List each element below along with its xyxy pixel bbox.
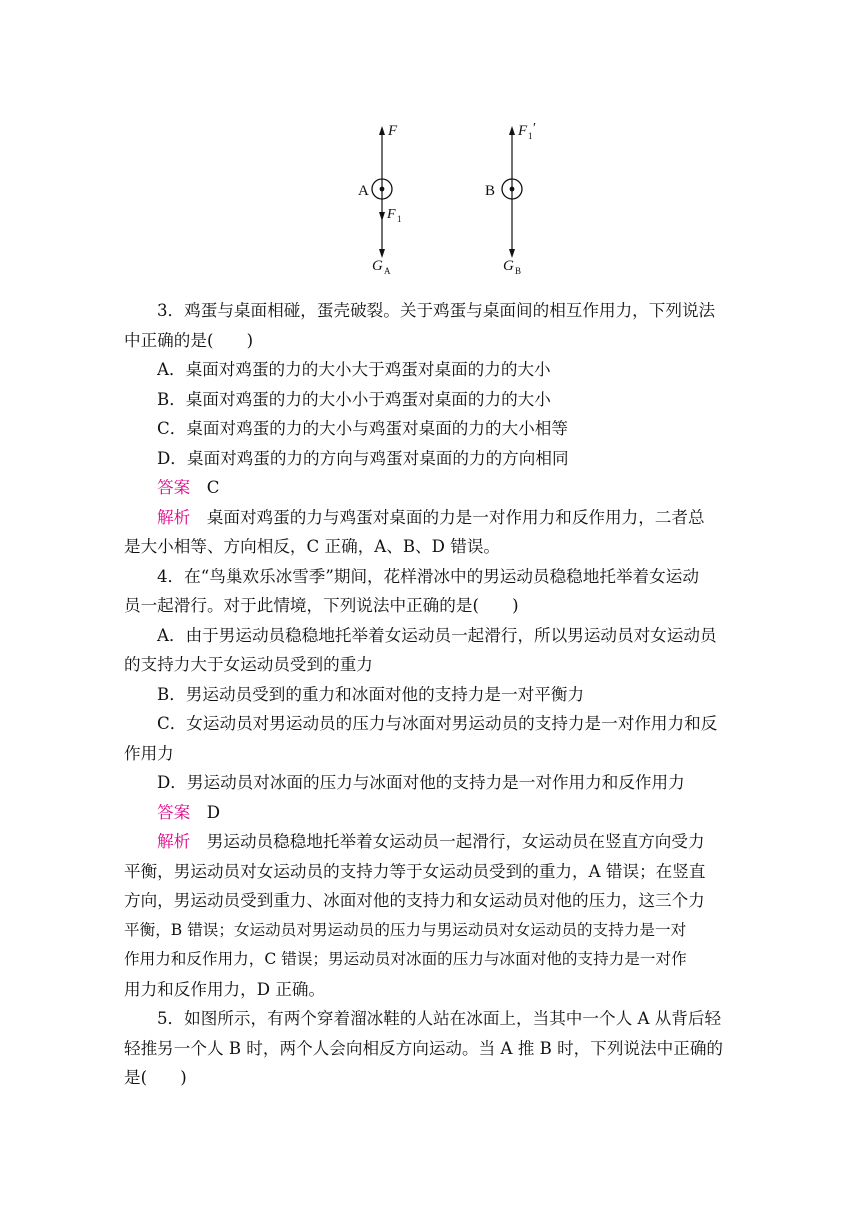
arrow-down-icon: [379, 212, 385, 221]
label-f1-sub: 1: [397, 214, 402, 224]
label-f1-prime: F: [518, 123, 528, 139]
q5-stem-line2: 轻推另一个人 B 时，两个人会向相反方向运动。当 A 推 B 时，下列说法中正确的: [124, 1038, 724, 1058]
object-b-diagram: [485, 121, 536, 276]
label-a: A: [358, 183, 369, 199]
answer-value: C: [206, 478, 220, 497]
q4-analysis-line6: 用力和反作用力，D 正确。: [124, 979, 326, 999]
q3-option-d: D．桌面对鸡蛋的力的方向与鸡蛋对桌面的力的方向相同: [157, 448, 569, 468]
q3-option-a: A．桌面对鸡蛋的力的大小大于鸡蛋对桌面的力的大小: [157, 360, 551, 379]
arrow-down-icon: [379, 249, 385, 258]
object-a-diagram: [358, 123, 402, 276]
q4-answer: [124, 798, 736, 828]
q4-analysis-line4: 平衡，B 错误；女运动员对男运动员的压力与男运动员对女运动员的支持力是一对: [124, 920, 687, 939]
q3-option-b: B．桌面对鸡蛋的力的大小小于鸡蛋对桌面的力的大小: [157, 389, 551, 409]
q4-option-c-line2: 作用力: [124, 743, 174, 763]
label-f1: F: [387, 207, 396, 222]
q4-analysis-line5: 作用力和反作用力，C 错误；男运动员对冰面的压力与冰面对他的支持力是一对作: [124, 950, 687, 968]
q4-analysis-line2: 平衡，男运动员对女运动员的支持力等于女运动员受到的重力，A 错误；在竖直: [124, 861, 706, 881]
label-ga-sub: A: [384, 266, 391, 276]
label-gb-sub: B: [515, 266, 522, 276]
answer-label: 答案: [157, 478, 191, 497]
q3-answer: [124, 473, 736, 503]
document-body: [124, 296, 736, 1093]
answer-value: D: [206, 802, 221, 822]
q3-analysis-line1: [124, 503, 736, 533]
q4-option-a-line1: A．由于男运动员稳稳地托举着女运动员一起滑行，所以男运动员对女运动员: [157, 625, 717, 645]
q4-analysis-line1: [124, 827, 736, 857]
q3-option-c: C．桌面对鸡蛋的力的大小与鸡蛋对桌面的力的大小相等: [157, 419, 568, 438]
analysis-text: 男运动员稳稳地托举着女运动员一起滑行，女运动员在竖直方向受力: [206, 832, 705, 851]
q5-stem-line1: 5．如图所示，有两个穿着溜冰鞋的人站在冰面上，当其中一个人 A 从背后轻: [157, 1009, 722, 1028]
label-f: F: [388, 123, 398, 139]
q4-option-c-line1: C．女运动员对男运动员的压力与冰面对男运动员的支持力是一对作用力和反: [157, 714, 718, 733]
analysis-text: 桌面对鸡蛋的力与鸡蛋对桌面的力是一对作用力和反作用力，二者总: [206, 507, 705, 527]
force-diagram: [328, 102, 558, 294]
q4-analysis-line3: 方向，男运动员受到重力、冰面对他的支持力和女运动员对他的压力，这三个力: [124, 891, 705, 910]
arrow-up-icon: [379, 126, 385, 135]
arrow-up-icon: [509, 126, 515, 135]
q4-stem-line2: 员一起滑行。对于此情境，下列说法中正确的是( ): [124, 596, 519, 615]
q3-analysis-line2: 是大小相等、方向相反，C 正确，A、B、D 错误。: [124, 537, 501, 556]
q4-option-b: B．男运动员受到的重力和冰面对他的支持力是一对平衡力: [157, 684, 585, 704]
label-prime-mark: ′: [533, 121, 537, 136]
answer-label: 答案: [157, 802, 191, 822]
q4-option-a-line2: 的支持力大于女运动员受到的重力: [124, 655, 373, 674]
q3-stem-line1: 3．鸡蛋与桌面相碰，蛋壳破裂。关于鸡蛋与桌面间的相互作用力，下列说法: [157, 301, 716, 320]
label-f1-prime-sub: 1: [528, 131, 533, 141]
q5-stem-line3: 是( ): [124, 1068, 187, 1087]
q3-stem-line2: 中正确的是( ): [124, 330, 254, 350]
q4-option-d: D．男运动员对冰面的压力与冰面对他的支持力是一对作用力和反作用力: [157, 773, 685, 792]
analysis-label: 解析: [157, 507, 191, 527]
analysis-label: 解析: [157, 832, 191, 851]
label-gb: G: [503, 258, 514, 274]
force-diagram-svg: [328, 102, 558, 294]
arrow-down-icon: [509, 249, 515, 258]
q4-stem-line1: 4．在“鸟巢欢乐冰雪季”期间，花样滑冰中的男运动员稳稳地托举着女运动: [157, 566, 699, 586]
label-b: B: [485, 183, 496, 199]
label-ga: G: [372, 258, 383, 274]
